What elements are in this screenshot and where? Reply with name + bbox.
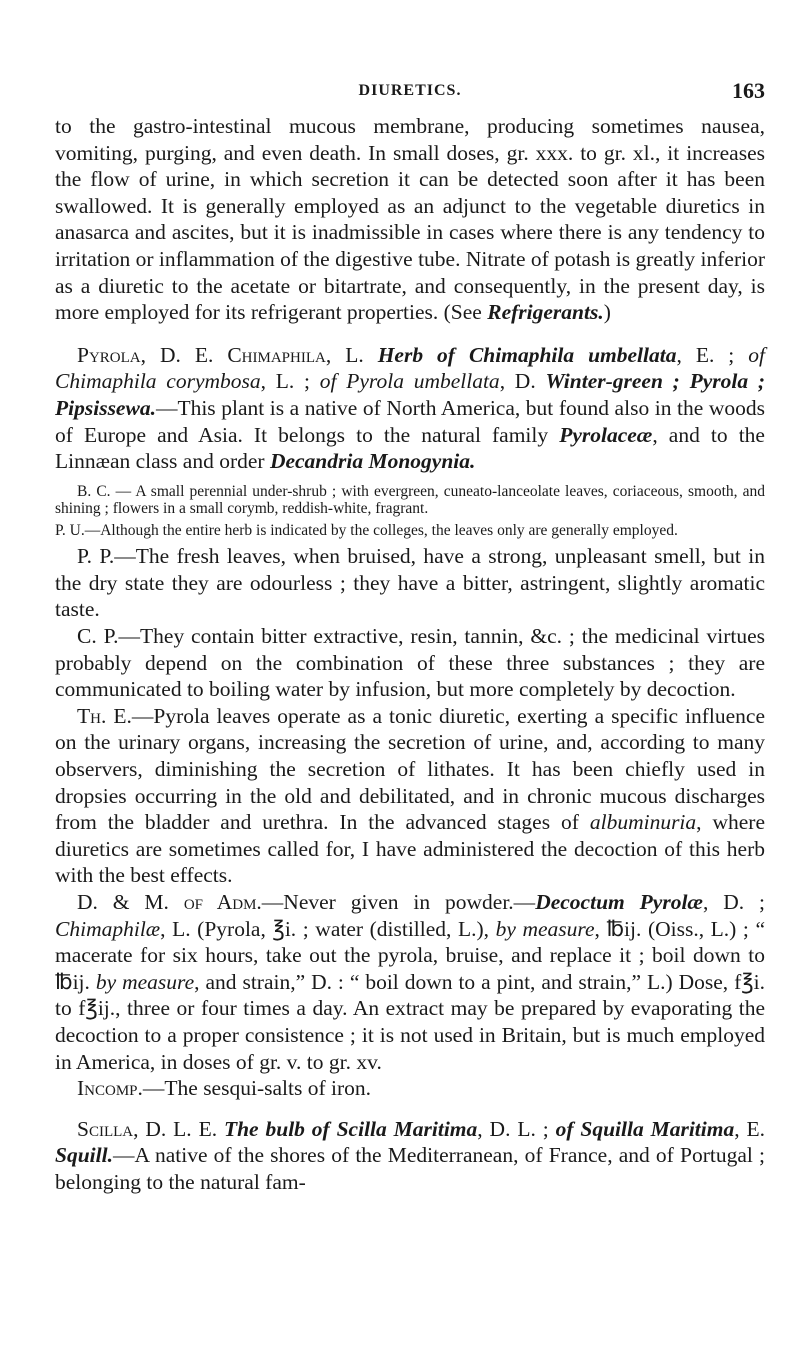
dose-italic: Chimaphilæ [55, 916, 161, 941]
scilla-seg: , D. L. ; [477, 1116, 556, 1141]
scilla-seg: , D. L. E. [133, 1116, 224, 1141]
page-header [55, 78, 765, 106]
dose-text: —Never given in powder.— [261, 889, 536, 914]
pyrola-seg: , D. E. [140, 342, 228, 367]
dose-text: , L. (Pyrola, ℥i. ; water (distilled, L.), [160, 916, 496, 941]
pyrola-name: Pyrola [77, 342, 141, 367]
pyrola-seg: , and to the Linnæan class and order [55, 422, 765, 474]
dose-italic: Decoctum Pyrolæ [535, 889, 703, 914]
dose-text: , D. ; [702, 889, 766, 914]
pyrola-entry-heading [55, 342, 765, 475]
incompatibles-paragraph [55, 1075, 765, 1102]
incompatibles-label: Incomp. [77, 1076, 143, 1101]
pyrola-italic: Winter-green ; Pyrola ; Pipsissewa. [55, 369, 766, 420]
intro-text: to the gastro-intestinal mucous membrane, producing sometimes nausea, vomiting, purging, and even death. In small doses, gr. xxx. to gr. xl., it increases the flow of urine, in which secretion it can be detected soon after it has been swallowed. It is generally employed as an adjunct to the vegetable diuretics in anasarca and ascites, but it is inadmissible in cases where there is any tendency to irritation or inflammation of the digestive tube. Nitrate of potash is greatly inferior as a diuretic to the acetate or bitartrate, and consequently, in the present day, is more employed for its refrigerant properties. (See [55, 114, 765, 325]
therapeutic-text: , where diuretics are sometimes called for, I have administered the decoction of this herb with the best effects. [55, 810, 765, 888]
scilla-italic: of Squilla Maritima [555, 1116, 735, 1141]
pyrola-italic: of Pyrola umbellata [319, 369, 500, 394]
scilla-italic: The bulb of Scilla Maritima [223, 1116, 478, 1141]
dose-italic: by measure [495, 916, 595, 941]
dose-administration-paragraph [55, 889, 765, 1075]
running-head: DIURETICS. [358, 82, 462, 99]
dose-italic: by measure [95, 969, 195, 994]
physical-properties-paragraph: P. P.—The fresh leaves, when bruised, have a strong, unpleasant smell, but in the dry state they are odourless ; they have a bitter, astringent, slightly aromatic taste. [55, 544, 765, 622]
dose-label: D. & M. of Adm. [77, 889, 262, 914]
page-body [55, 113, 765, 1195]
page-number: 163 [732, 78, 765, 103]
therapeutic-text: —Pyrola leaves operate as a tonic diuretic, exerting a specific influence on the urinary organs, increasing the secretion of urine, and, according to many observers, diminishing the secretion of lithates. It has been chiefly used in dropsies occurring in the old and debilitated, and in chronic mucous discharges from the bladder and urethra. In the advanced stages of [55, 703, 765, 835]
pyrola-italic: Decandria Monogynia. [269, 449, 476, 474]
intro-close: ) [603, 300, 611, 325]
pyrola-italic: Pyrolaceæ [559, 422, 653, 447]
therapeutic-label: Th. E. [77, 703, 132, 728]
pyrola-italic: of Chimaphila corymbosa [55, 342, 765, 394]
pyrola-seg: —This plant is a native of North America, but found also in the woods of Europe and Asia. It belongs to the natural family [55, 395, 765, 447]
albuminuria-term: albuminuria [589, 810, 697, 835]
dose-text: , and strain,” D. : “ boil down to a pint, and strain,” L.) Dose, f℥i. to f℥ij., three or four times a day. An extract may be prepared by evaporating the decoction to a proper consistence ; it is not used in Britain, but is much employed in America, in doses of gr. v. to gr. xv. [55, 969, 766, 1074]
intro-paragraph [55, 113, 765, 326]
chimaphila-name: Chimaphila [227, 342, 326, 367]
pyrola-italic: Herb of Chimaphila umbellata [377, 342, 677, 367]
pyrola-seg: , L. ; [260, 369, 320, 394]
pyrola-seg: , L. [325, 342, 378, 367]
pyrola-seg: , D. [499, 369, 546, 394]
therapeutic-effects-paragraph [55, 703, 765, 889]
chemical-properties-paragraph: C. P.—They contain bitter extractive, resin, tannin, &c. ; the medicinal virtues probably depend on the combination of these three substances ; they are communicated to boiling water by infusion, but more completely by decoction. [55, 624, 765, 702]
dose-text: , ℔ij. (Oiss., L.) ; “ macerate for six hours, take out the pyrola, bruise, and replace it ; boil down to ℔ij. [55, 916, 765, 994]
scilla-entry-heading [55, 1116, 765, 1196]
parts-used-note: P. U.—Although the entire herb is indicated by the colleges, the leaves only are generally employed. [55, 521, 678, 539]
incompatibles-text: —The sesqui-salts of iron. [142, 1076, 371, 1101]
refrigerants-reference: Refrigerants. [487, 300, 604, 325]
pyrola-seg: , E. ; [676, 342, 749, 367]
scilla-seg: —A native of the shores of the Mediterranean, of France, and of Portugal ; belonging to the natural fam- [55, 1143, 765, 1194]
scilla-name: Scilla [77, 1116, 134, 1141]
botanical-characters-note: B. C. — A small perennial under-shrub ; with evergreen, cuneato-lanceolate leaves, coriaceous, smooth, and shining ; flowers in a small corymb, reddish-white, fragrant. [55, 482, 765, 518]
scilla-seg: , E. [734, 1116, 765, 1141]
scilla-italic: Squill. [55, 1143, 113, 1168]
